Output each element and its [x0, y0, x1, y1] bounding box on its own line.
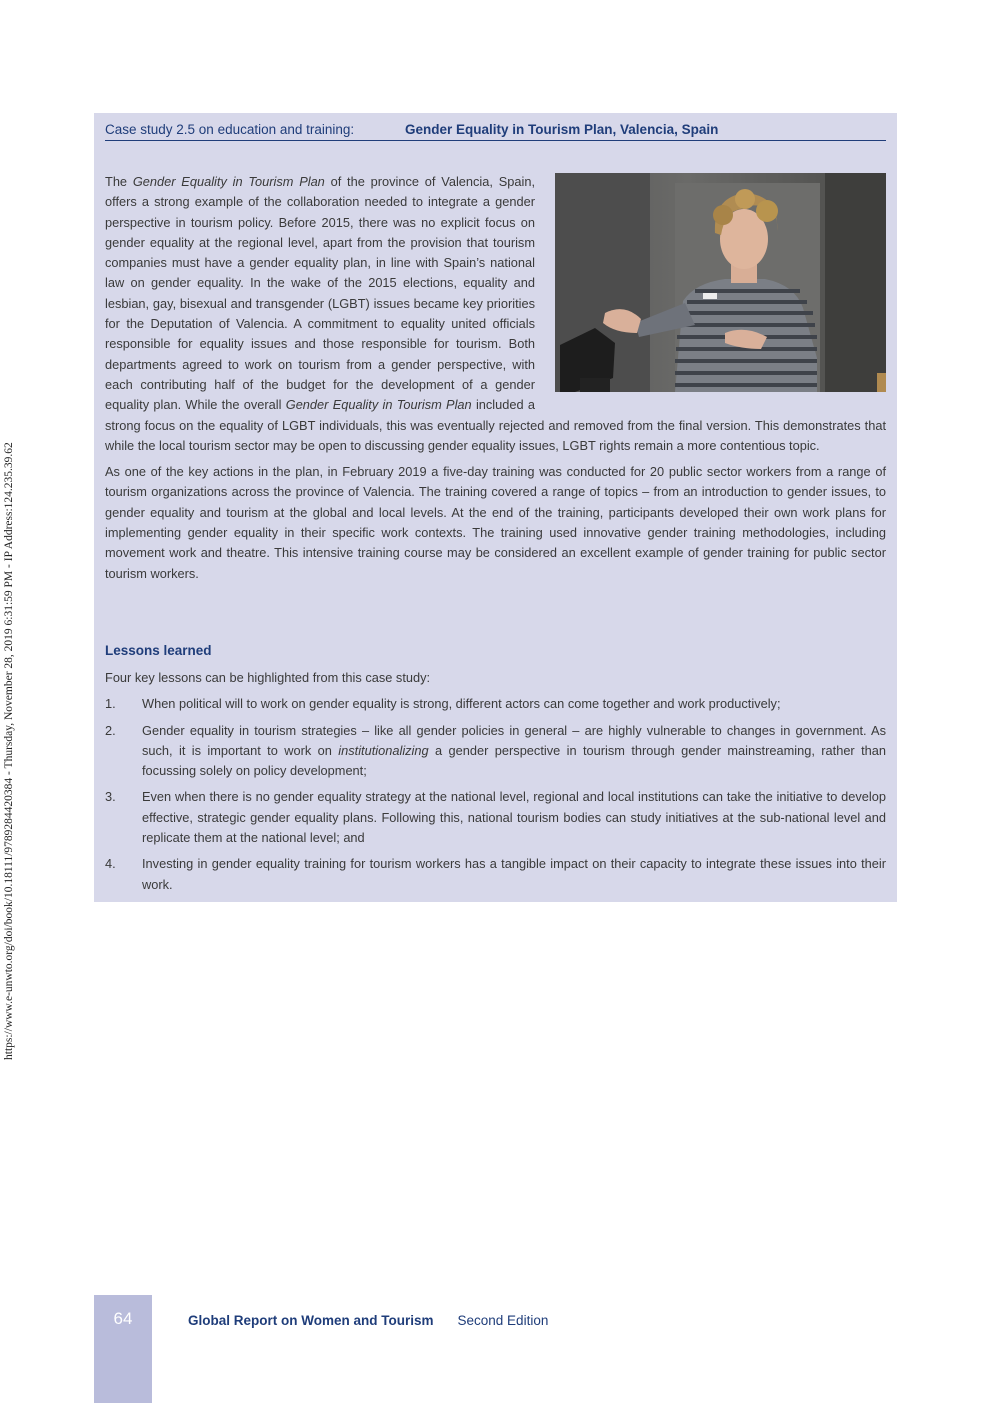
- lesson-text: Even when there is no gender equality strategy at the national level, regional and local institutions can take the initiative to develop effective, strategic gender equality plans. Following this, national tourism bodies can study initiatives at the sub-national level and replicate them at the national level; and: [142, 789, 886, 846]
- footer-report-title: [188, 1313, 548, 1328]
- page-number-tab: [94, 1295, 152, 1403]
- page-number: 64: [113, 1309, 133, 1328]
- speaker-photo: [555, 173, 886, 392]
- lessons-heading: Lessons learned: [105, 643, 212, 658]
- lesson-text-b: a gender perspective in tourism through gender mainstreaming, rather than focussing solely on policy development;: [142, 742, 887, 779]
- plan-name-italic-2: Gender Equality in Tourism Plan: [285, 397, 472, 413]
- lessons-section: [105, 668, 886, 901]
- lesson-item: [105, 721, 886, 782]
- case-study-body: [105, 172, 886, 590]
- lesson-number: 1.: [105, 696, 116, 712]
- side-watermark-url: https://www.e-unwto.org/doi/book/10.18111/9789284420384 - Thursday, November 28, 2019 6:31:59 PM - IP Address:124.235.39.62: [3, 442, 15, 1060]
- lesson-item: [105, 854, 886, 895]
- paragraph-1-text-b: of the province of Valencia, Spain, offers a strong example of the collaboration needed to integrate a gender perspective in tourism policy. Before 2015, there was no explicit focus on gender equality at the regional level, apart from the provision that tourism companies must have a gender equality plan, in line with Spain’s national law on gender equality. In the wake of the 2015 elections, equality and lesbian, gay, bisexual and transgender (LGBT) issues became key priorities for the Deputation of Valencia. A commitment to equality united officials responsible for equality issues and those responsible for tourism. Both departments agreed to work on tourism from a gender perspective, with each contributing half of the budget for the development of a gender equality plan. While the overall: [105, 174, 535, 413]
- paragraph-2: As one of the key actions in the plan, in February 2019 a five-day training was conducted for 20 public sector workers from a range of tourism organizations across the province of Valencia. The training covered a range of topics – from an introduction to gender issues, to gender equality and tourism at the global and local levels. At the end of the training, participants developed their own work plans for implementing gender equality in their specific work contexts. The training used innovative gender training methodologies, including movement work and theatre. This intensive training course may be considered an excellent example of gender training for public sector tourism workers.: [105, 464, 886, 581]
- case-study-title: Gender Equality in Tourism Plan, Valencia, Spain: [405, 122, 719, 137]
- case-study-box: [94, 113, 897, 902]
- case-study-label: Case study 2.5 on education and training:: [105, 122, 355, 137]
- lesson-number: 4.: [105, 856, 116, 872]
- lesson-number: 2.: [105, 722, 116, 738]
- plan-name-italic: Gender Equality in Tourism Plan: [132, 174, 325, 189]
- paragraph-1-text-a: The: [105, 174, 133, 189]
- lesson-item: [105, 694, 886, 714]
- lessons-list: [105, 694, 886, 895]
- case-study-header: [105, 122, 886, 141]
- lesson-text: Investing in gender equality training for tourism workers has a tangible impact on their capacity to integrate these issues into their work.: [142, 856, 886, 892]
- lesson-text: When political will to work on gender equality is strong, different actors can come together and work productively;: [142, 696, 781, 712]
- lesson-number: 3.: [105, 789, 116, 805]
- report-edition: Second Edition: [457, 1313, 549, 1328]
- lessons-intro: Four key lessons can be highlighted from this case study:: [105, 670, 431, 685]
- lesson-item: [105, 787, 886, 848]
- paragraph-1-text-c: included a strong focus on the equality of LGBT individuals, this was eventually rejected and removed from the final version. This demonstrates that while the local tourism sector may be open to discussing gender equality issues, LGBT rights remain a more contentious topic.: [105, 397, 886, 453]
- lesson-italic: institutionalizing: [338, 742, 429, 758]
- report-title: Global Report on Women and Tourism: [188, 1313, 434, 1328]
- lesson-text-a: Gender equality in tourism strategies – like all gender policies in general – are highly vulnerable to changes in government. As such, it is important to work on: [142, 722, 886, 758]
